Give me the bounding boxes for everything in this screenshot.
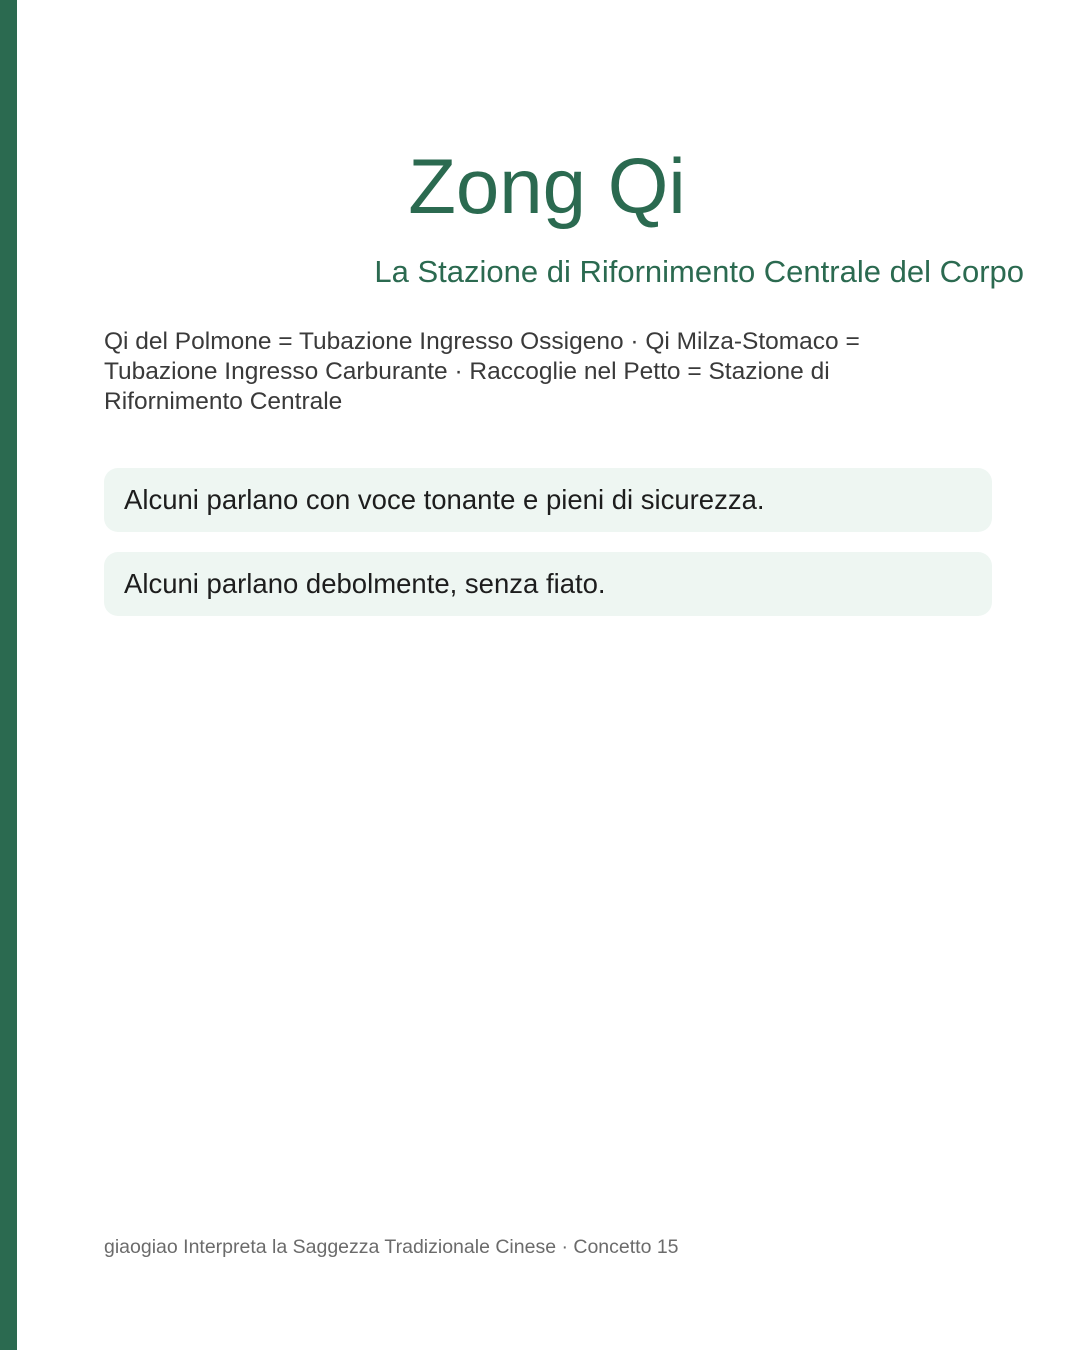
statement-card xyxy=(104,552,992,616)
statement-card-text: Alcuni parlano debolmente, senza fiato. xyxy=(124,568,606,599)
page-title: Zong Qi xyxy=(408,142,686,230)
concept-description: Qi del Polmone = Tubazione Ingresso Ossigeno · Qi Milza-Stomaco = Tubazione Ingresso Carburante · Raccoglie nel Petto = Stazione di Rifornimento Centrale xyxy=(104,328,860,415)
statement-card xyxy=(104,468,992,532)
statement-card-text: Alcuni parlano con voce tonante e pieni di sicurezza. xyxy=(124,484,765,515)
page-subtitle: La Stazione di Rifornimento Centrale del Corpo xyxy=(374,254,1024,289)
footer-caption: giaogiao Interpreta la Saggezza Tradizionale Cinese · Concetto 15 xyxy=(104,1236,679,1258)
